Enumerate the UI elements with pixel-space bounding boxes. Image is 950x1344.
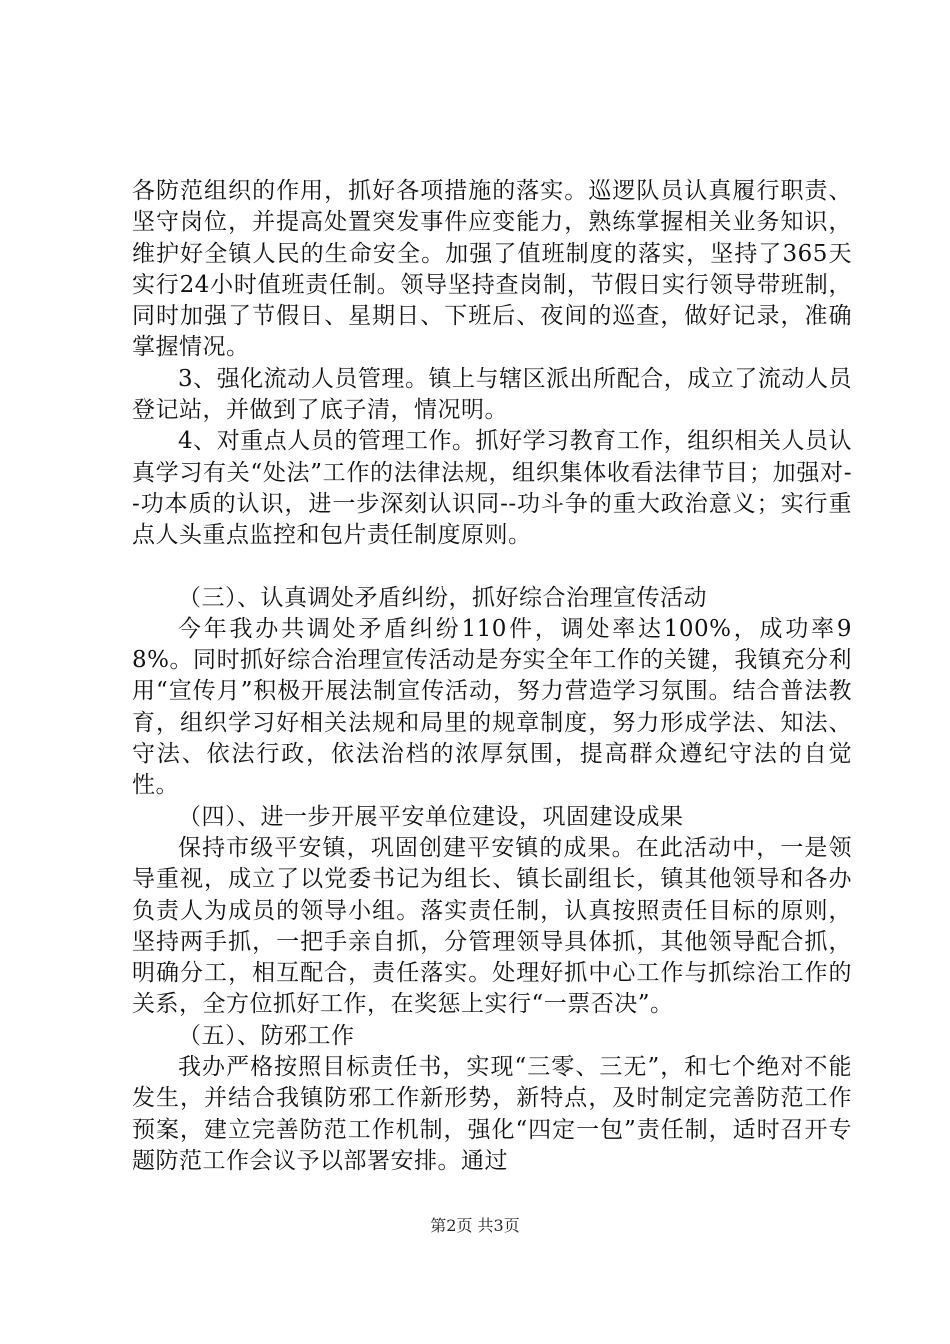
page-number: 第2页 共3页 <box>430 1216 520 1235</box>
document-body <box>132 176 852 1177</box>
section-heading-4: （四）、进一步开展平安单位建设，巩固建设成果 <box>178 803 684 830</box>
section-heading-5: （五）、防邪工作 <box>178 1022 355 1049</box>
paragraph-duty-system: 各防范组织的作用，抓好各项措施的落实。巡逻队员认真履行职责、坚守岗位，并提高处置突发事件应变能力，熟练掌握相关业务知识，维护好全镇人民的生命安全。加强了值班制度的落实，坚持了365天实行24小时值班责任制。领导坚持查岗制，节假日实行领导带班制，同时加强了节假日、星期日、下班后、夜间的巡查，做好记录，准确掌握情况。 <box>132 178 852 361</box>
paragraph-floating-population: 3、强化流动人员管理。镇上与辖区派出所配合，成立了流动人员登记站，并做到了底子清，情况明。 <box>132 365 852 424</box>
paragraph-anti-cult: 我办严格按照目标责任书，实现“三零、三无”，和七个绝对不能发生，并结合我镇防邪工作新形势，新特点，及时制定完善防范工作预案，建立完善防范工作机制，强化“四定一包”责任制，适时召开专题防范工作会议予以部署安排。通过 <box>132 1054 852 1174</box>
paragraph-safe-town: 保持市级平安镇，巩固创建平安镇的成果。在此活动中，一是领导重视，成立了以党委书记为组长、镇长副组长，镇其他领导和各办负责人为成员的领导小组。落实责任制，认真按照责任目标的原则，坚持两手抓，一把手亲自抓，分管理领导具体抓，其他领导配合抓，明确分工，相互配合，责任落实。处理好抓中心工作与抓综治工作的关系，全方位抓好工作，在奖惩上实行“一票否决”。 <box>132 834 852 1018</box>
paragraph-key-personnel: 4、对重点人员的管理工作。抓好学习教育工作，组织相关人员认真学习有关“处法”工作的法律法规，组织集体收看法律节目；加强对--功本质的认识，进一步深刻认识同--功斗争的重大政治意义；实行重点人头重点监控和包片责任制度原则。 <box>132 428 852 549</box>
section-heading-3: （三）、认真调处矛盾纠纷，抓好综合治理宣传活动 <box>178 584 707 611</box>
paragraph-dispute-mediation: 今年我办共调处矛盾纠纷110件，调处率达100%，成功率98%。同时抓好综合治理宣传活动是夯实全年工作的关键，我镇充分利用“宣传月”积极开展法制宣传活动，努力营造学习氛围。结合普法教育，组织学习好相关法规和局里的规章制度，努力形成学法、知法、守法、依法行政，依法治档的浓厚氛围，提高群众遵纪守法的自觉性。 <box>132 615 852 799</box>
